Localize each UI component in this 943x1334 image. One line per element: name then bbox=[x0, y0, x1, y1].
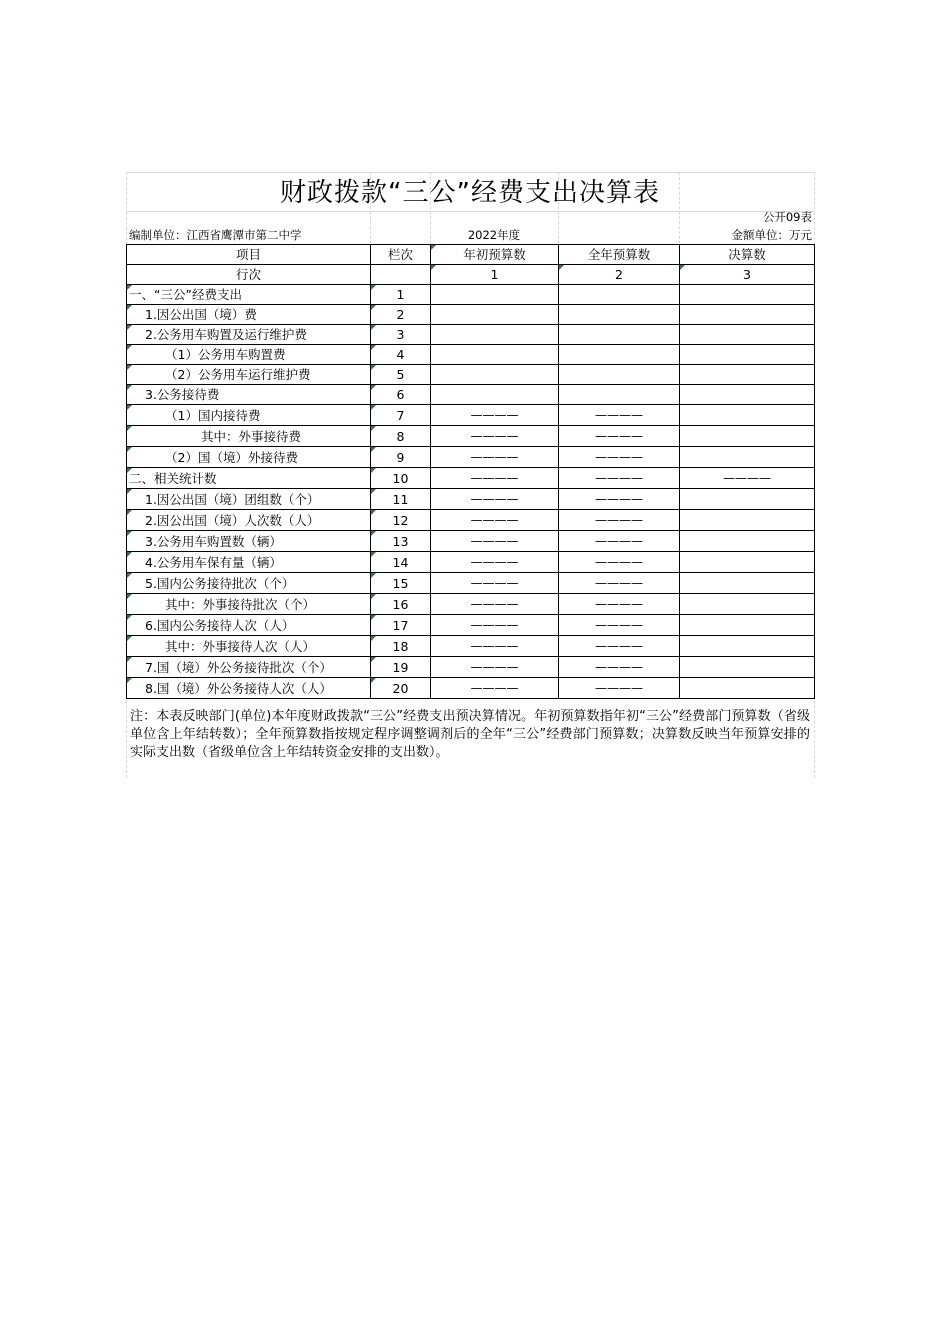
row-item-label: 4.公务用车保有量（辆） bbox=[127, 552, 371, 573]
final-accounts-cell bbox=[680, 552, 815, 573]
not-applicable-dash: ———— bbox=[595, 471, 643, 485]
not-applicable-dash: ———— bbox=[470, 429, 519, 443]
row-number: 9 bbox=[371, 447, 431, 468]
not-applicable-dash: ———— bbox=[470, 471, 519, 485]
table-row bbox=[127, 489, 815, 510]
compiler-unit: 编制单位：江西省鹰潭市第二中学 bbox=[129, 228, 302, 242]
expenditure-table bbox=[126, 244, 815, 699]
final-accounts-cell bbox=[680, 657, 815, 678]
full-year-budget-cell bbox=[559, 552, 680, 573]
row-number: 18 bbox=[371, 636, 431, 657]
row-item-label: 一、“三公”经费支出 bbox=[127, 285, 371, 305]
table-row bbox=[127, 657, 815, 678]
row-item-label: 其中：外事接待费 bbox=[127, 426, 371, 447]
table-row bbox=[127, 285, 815, 305]
not-applicable-dash: ———— bbox=[470, 408, 519, 422]
full-year-budget-cell bbox=[559, 325, 680, 345]
final-accounts-cell bbox=[680, 426, 815, 447]
not-applicable-dash: ———— bbox=[470, 513, 519, 527]
not-applicable-dash: ———— bbox=[470, 681, 519, 695]
initial-budget-cell bbox=[431, 426, 559, 447]
full-year-budget-cell bbox=[559, 305, 680, 325]
row-label: 行次 bbox=[127, 265, 371, 285]
not-applicable-dash: ———— bbox=[595, 450, 643, 464]
initial-budget-cell bbox=[431, 447, 559, 468]
row-item-label: 2.公务用车购置及运行维护费 bbox=[127, 325, 371, 345]
row-number: 8 bbox=[371, 426, 431, 447]
row-number: 12 bbox=[371, 510, 431, 531]
initial-budget-cell bbox=[431, 489, 559, 510]
header-final-accounts: 决算数 bbox=[680, 245, 815, 265]
final-accounts-cell bbox=[680, 594, 815, 615]
row-number: 3 bbox=[371, 325, 431, 345]
row-item-label: （2）公务用车运行维护费 bbox=[127, 365, 371, 385]
initial-budget-cell bbox=[431, 657, 559, 678]
row-number: 4 bbox=[371, 345, 431, 365]
row-item-label: 二、相关统计数 bbox=[127, 468, 371, 489]
initial-budget-cell bbox=[431, 365, 559, 385]
header-col-no: 栏次 bbox=[371, 245, 431, 265]
final-accounts-cell bbox=[680, 468, 815, 489]
final-accounts-cell bbox=[680, 489, 815, 510]
row-item-label: 6.国内公务接待人次（人） bbox=[127, 615, 371, 636]
final-accounts-cell bbox=[680, 325, 815, 345]
row-number: 13 bbox=[371, 531, 431, 552]
row-item-label: 2.因公出国（境）人次数（人） bbox=[127, 510, 371, 531]
not-applicable-dash: ———— bbox=[470, 492, 519, 506]
initial-budget-cell bbox=[431, 594, 559, 615]
not-applicable-dash: ———— bbox=[595, 681, 643, 695]
not-applicable-dash: ———— bbox=[595, 534, 643, 548]
table-note: 注：本表反映部门(单位)本年度财政拨款“三公”经费支出预决算情况。年初预算数指年初“三公”经费部门预算数（省级单位含上年结转数）；全年预算数指按规定程序调整调剂后的全年“三公”经费部门预算数；决算数反映当年预算安排的实际支出数（省级单位含上年结转资金安排的支出数）。 bbox=[130, 709, 810, 760]
not-applicable-dash: ———— bbox=[595, 492, 643, 506]
table-row bbox=[127, 385, 815, 405]
year-label: 2022年度 bbox=[467, 228, 521, 242]
not-applicable-dash: ———— bbox=[595, 618, 643, 632]
column-number-row bbox=[127, 265, 815, 285]
full-year-budget-cell bbox=[559, 594, 680, 615]
col-number: 2 bbox=[559, 265, 680, 285]
table-row bbox=[127, 636, 815, 657]
final-accounts-cell bbox=[680, 615, 815, 636]
not-applicable-dash: ———— bbox=[723, 471, 771, 485]
not-applicable-dash: ———— bbox=[595, 429, 643, 443]
row-item-label: 5.国内公务接待批次（个） bbox=[127, 573, 371, 594]
row-item-label: 3.公务接待费 bbox=[127, 385, 371, 405]
table-row bbox=[127, 552, 815, 573]
row-number: 11 bbox=[371, 489, 431, 510]
row-number: 1 bbox=[371, 285, 431, 305]
final-accounts-cell bbox=[680, 405, 815, 426]
table-row bbox=[127, 325, 815, 345]
row-number: 15 bbox=[371, 573, 431, 594]
header-initial-budget: 年初预算数 bbox=[431, 245, 559, 265]
initial-budget-cell bbox=[431, 615, 559, 636]
initial-budget-cell bbox=[431, 345, 559, 365]
full-year-budget-cell bbox=[559, 657, 680, 678]
not-applicable-dash: ———— bbox=[595, 660, 643, 674]
full-year-budget-cell bbox=[559, 345, 680, 365]
page-title: 财政拨款“三公”经费支出决算表 bbox=[126, 172, 814, 212]
row-number: 19 bbox=[371, 657, 431, 678]
initial-budget-cell bbox=[431, 573, 559, 594]
table-row bbox=[127, 305, 815, 325]
row-number: 7 bbox=[371, 405, 431, 426]
not-applicable-dash: ———— bbox=[470, 639, 519, 653]
row-item-label: 其中：外事接待批次（个） bbox=[127, 594, 371, 615]
full-year-budget-cell bbox=[559, 447, 680, 468]
initial-budget-cell bbox=[431, 636, 559, 657]
final-accounts-cell bbox=[680, 385, 815, 405]
final-accounts-cell bbox=[680, 636, 815, 657]
full-year-budget-cell bbox=[559, 678, 680, 699]
final-accounts-cell bbox=[680, 531, 815, 552]
not-applicable-dash: ———— bbox=[595, 513, 643, 527]
initial-budget-cell bbox=[431, 468, 559, 489]
row-item-label: 8.国（境）外公务接待人次（人） bbox=[127, 678, 371, 699]
full-year-budget-cell bbox=[559, 615, 680, 636]
table-row bbox=[127, 615, 815, 636]
amount-unit: 金额单位：万元 bbox=[731, 228, 812, 242]
not-applicable-dash: ———— bbox=[470, 555, 519, 569]
initial-budget-cell bbox=[431, 552, 559, 573]
row-item-label: 1.因公出国（境）费 bbox=[127, 305, 371, 325]
row-number: 16 bbox=[371, 594, 431, 615]
final-accounts-cell bbox=[680, 447, 815, 468]
initial-budget-cell bbox=[431, 405, 559, 426]
not-applicable-dash: ———— bbox=[595, 597, 643, 611]
full-year-budget-cell bbox=[559, 385, 680, 405]
table-row bbox=[127, 531, 815, 552]
full-year-budget-cell bbox=[559, 510, 680, 531]
row-number: 5 bbox=[371, 365, 431, 385]
not-applicable-dash: ———— bbox=[595, 576, 643, 590]
table-row bbox=[127, 426, 815, 447]
row-item-label: 3.公务用车购置数（辆） bbox=[127, 531, 371, 552]
table-row bbox=[127, 365, 815, 385]
row-number: 2 bbox=[371, 305, 431, 325]
full-year-budget-cell bbox=[559, 489, 680, 510]
full-year-budget-cell bbox=[559, 426, 680, 447]
table-row bbox=[127, 405, 815, 426]
not-applicable-dash: ———— bbox=[470, 618, 519, 632]
row-number: 17 bbox=[371, 615, 431, 636]
not-applicable-dash: ———— bbox=[470, 597, 519, 611]
not-applicable-dash: ———— bbox=[470, 576, 519, 590]
final-accounts-cell bbox=[680, 305, 815, 325]
table-row bbox=[127, 345, 815, 365]
empty-cell bbox=[371, 265, 431, 285]
table-row bbox=[127, 510, 815, 531]
final-accounts-cell bbox=[680, 365, 815, 385]
initial-budget-cell bbox=[431, 385, 559, 405]
table-row bbox=[127, 573, 815, 594]
full-year-budget-cell bbox=[559, 573, 680, 594]
not-applicable-dash: ———— bbox=[470, 534, 519, 548]
initial-budget-cell bbox=[431, 285, 559, 305]
final-accounts-cell bbox=[680, 285, 815, 305]
table-row bbox=[127, 594, 815, 615]
not-applicable-dash: ———— bbox=[595, 639, 643, 653]
row-item-label: （2）国（境）外接待费 bbox=[127, 447, 371, 468]
row-item-label: （1）国内接待费 bbox=[127, 405, 371, 426]
not-applicable-dash: ———— bbox=[595, 555, 643, 569]
final-accounts-cell bbox=[680, 345, 815, 365]
header-row bbox=[127, 245, 815, 265]
col-number: 1 bbox=[431, 265, 559, 285]
row-number: 10 bbox=[371, 468, 431, 489]
not-applicable-dash: ———— bbox=[470, 660, 519, 674]
full-year-budget-cell bbox=[559, 531, 680, 552]
initial-budget-cell bbox=[431, 678, 559, 699]
full-year-budget-cell bbox=[559, 405, 680, 426]
col-number: 3 bbox=[680, 265, 815, 285]
header-item: 项目 bbox=[127, 245, 371, 265]
initial-budget-cell bbox=[431, 325, 559, 345]
row-item-label: 7.国（境）外公务接待批次（个） bbox=[127, 657, 371, 678]
table-row bbox=[127, 468, 815, 489]
row-item-label: 其中：外事接待人次（人） bbox=[127, 636, 371, 657]
full-year-budget-cell bbox=[559, 365, 680, 385]
table-row bbox=[127, 678, 815, 699]
full-year-budget-cell bbox=[559, 285, 680, 305]
not-applicable-dash: ———— bbox=[470, 450, 519, 464]
form-code: 公开09表 bbox=[762, 210, 812, 224]
row-number: 6 bbox=[371, 385, 431, 405]
initial-budget-cell bbox=[431, 531, 559, 552]
initial-budget-cell bbox=[431, 305, 559, 325]
final-accounts-cell bbox=[680, 678, 815, 699]
final-accounts-cell bbox=[680, 573, 815, 594]
full-year-budget-cell bbox=[559, 636, 680, 657]
initial-budget-cell bbox=[431, 510, 559, 531]
table-row bbox=[127, 447, 815, 468]
row-item-label: （1）公务用车购置费 bbox=[127, 345, 371, 365]
header-full-year-budget: 全年预算数 bbox=[559, 245, 680, 265]
full-year-budget-cell bbox=[559, 468, 680, 489]
row-number: 14 bbox=[371, 552, 431, 573]
final-accounts-cell bbox=[680, 510, 815, 531]
row-item-label: 1.因公出国（境）团组数（个） bbox=[127, 489, 371, 510]
row-number: 20 bbox=[371, 678, 431, 699]
not-applicable-dash: ———— bbox=[595, 408, 643, 422]
